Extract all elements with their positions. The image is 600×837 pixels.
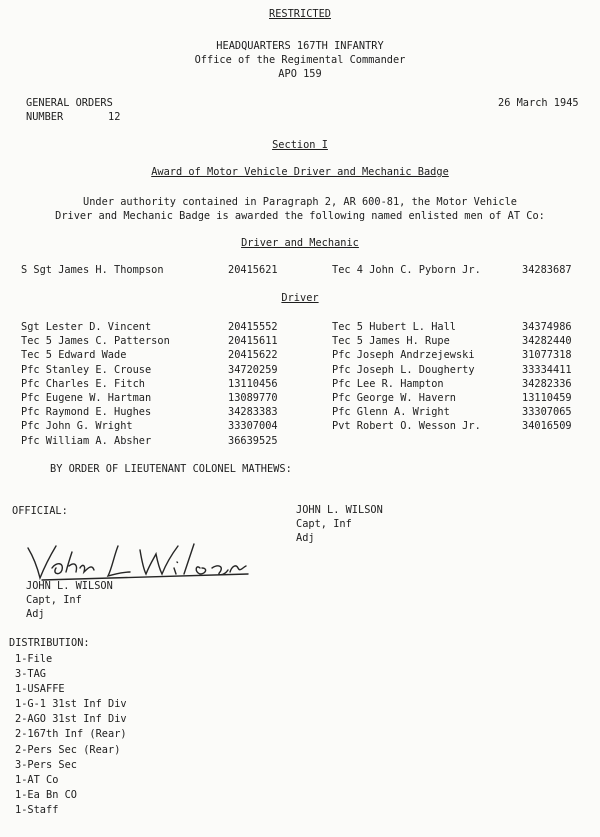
distribution-item: 3-Pers Sec <box>15 758 77 771</box>
official-signature-block <box>26 579 113 622</box>
awardee-serial: 34283687 <box>522 264 572 276</box>
distribution-item: 1-Staff <box>15 803 59 816</box>
driver-mechanic-heading: Driver and Mechanic <box>241 237 359 249</box>
official-name: JOHN L. WILSON <box>26 580 113 592</box>
general-orders-label: GENERAL ORDERS <box>26 97 113 109</box>
authority-paragraph-line2: Driver and Mechanic Badge is awarded the following named enlisted men of AT Co: <box>55 210 545 222</box>
section-title: Section I <box>272 139 328 151</box>
awardee-name: Tec 5 Edward Wade <box>21 349 127 362</box>
awardee-name: Pfc Raymond E. Hughes <box>21 406 152 419</box>
awardee-serial: 36639525 <box>228 434 278 447</box>
awardee-name: Pfc Glenn A. Wright <box>332 406 450 419</box>
commander-rank: Capt, Inf <box>296 518 352 531</box>
driver-right-names <box>332 320 481 434</box>
distribution-item: 2-Pers Sec (Rear) <box>15 743 121 756</box>
awardee-serial: 13110459 <box>522 391 572 404</box>
authority-paragraph-line1: Under authority contained in Paragraph 2, AR 600-81, the Motor Vehicle <box>83 196 517 208</box>
distribution-item: 1-G-1 31st Inf Div <box>15 698 127 711</box>
awardee-serial: 20415621 <box>228 264 278 276</box>
distribution-item: 2-AGO 31st Inf Div <box>15 713 127 726</box>
distribution-list <box>15 652 127 818</box>
distribution-label: DISTRIBUTION: <box>9 637 90 649</box>
awardee-serial: 33334411 <box>522 363 572 376</box>
classification-marking: RESTRICTED <box>269 8 331 20</box>
awardee-serial: 20415552 <box>228 321 278 333</box>
commander-title: Adj <box>296 532 315 545</box>
distribution-item: 1-Ea Bn CO <box>15 788 77 801</box>
awardee-name: Pfc Joseph L. Dougherty <box>332 363 475 376</box>
awardee-serial: 33307004 <box>228 420 278 433</box>
order-date: 26 March 1945 <box>498 97 579 109</box>
awardee-serial: 20415622 <box>228 349 278 362</box>
awardee-serial: 34282336 <box>522 377 572 390</box>
awardee-name: Pfc Eugene W. Hartman <box>21 391 152 404</box>
official-rank: Capt, Inf <box>26 594 82 607</box>
awardee-name: Pfc John G. Wright <box>21 420 133 433</box>
awardee-name: Pfc Charles E. Fitch <box>21 377 145 390</box>
driver-right-serials <box>522 320 572 434</box>
awardee-serial: 34720259 <box>228 363 278 376</box>
distribution-item: 1-File <box>15 653 53 665</box>
awardee-serial: 31077318 <box>522 349 572 362</box>
header-office: Office of the Regimental Commander <box>194 54 406 66</box>
awardee-name: Tec 4 John C. Pyborn Jr. <box>332 264 481 276</box>
commander-signature-block <box>296 503 383 546</box>
awardee-name: Tec 5 James H. Rupe <box>332 335 450 348</box>
order-number: 12 <box>108 111 121 123</box>
awardee-serial: 34282440 <box>522 335 572 348</box>
commander-name: JOHN L. WILSON <box>296 504 383 516</box>
driver-left-names <box>21 320 170 448</box>
handwritten-signature <box>22 538 252 584</box>
by-order-line: BY ORDER OF LIEUTENANT COLONEL MATHEWS: <box>50 463 292 475</box>
awardee-name: Sgt Lester D. Vincent <box>21 321 152 333</box>
distribution-item: 1-AT Co <box>15 773 59 786</box>
header-apo: APO 159 <box>278 68 322 80</box>
awardee-serial: 34374986 <box>522 321 572 333</box>
awardee-name: Pvt Robert O. Wesson Jr. <box>332 420 481 433</box>
distribution-item: 1-USAFFE <box>15 683 65 696</box>
awardee-name: Pfc Lee R. Hampton <box>332 377 444 390</box>
awardee-serial: 13110456 <box>228 377 278 390</box>
awardee-name: Pfc George W. Havern <box>332 391 456 404</box>
awardee-name: Tec 5 James C. Patterson <box>21 335 170 348</box>
awardee-name: Pfc Joseph Andrzejewski <box>332 349 475 362</box>
awardee-serial: 20415611 <box>228 335 278 348</box>
awardee-name: Pfc Stanley E. Crouse <box>21 363 152 376</box>
awardee-serial: 13089770 <box>228 391 278 404</box>
official-label: OFFICIAL: <box>12 505 68 517</box>
header-unit: HEADQUARTERS 167TH INFANTRY <box>216 40 384 52</box>
awardee-serial: 33307065 <box>522 406 572 419</box>
driver-left-serials <box>228 320 278 448</box>
distribution-item: 3-TAG <box>15 668 46 681</box>
number-label: NUMBER <box>26 111 64 123</box>
awardee-serial: 34016509 <box>522 420 572 433</box>
distribution-item: 2-167th Inf (Rear) <box>15 728 127 741</box>
section-subtitle: Award of Motor Vehicle Driver and Mechanic Badge <box>151 166 449 178</box>
awardee-name: Pfc William A. Absher <box>21 434 152 447</box>
official-title: Adj <box>26 608 45 621</box>
awardee-name: Tec 5 Hubert L. Hall <box>332 321 456 333</box>
awardee-serial: 34283383 <box>228 406 278 419</box>
driver-heading: Driver <box>281 292 319 304</box>
awardee-name: S Sgt James H. Thompson <box>21 264 164 276</box>
